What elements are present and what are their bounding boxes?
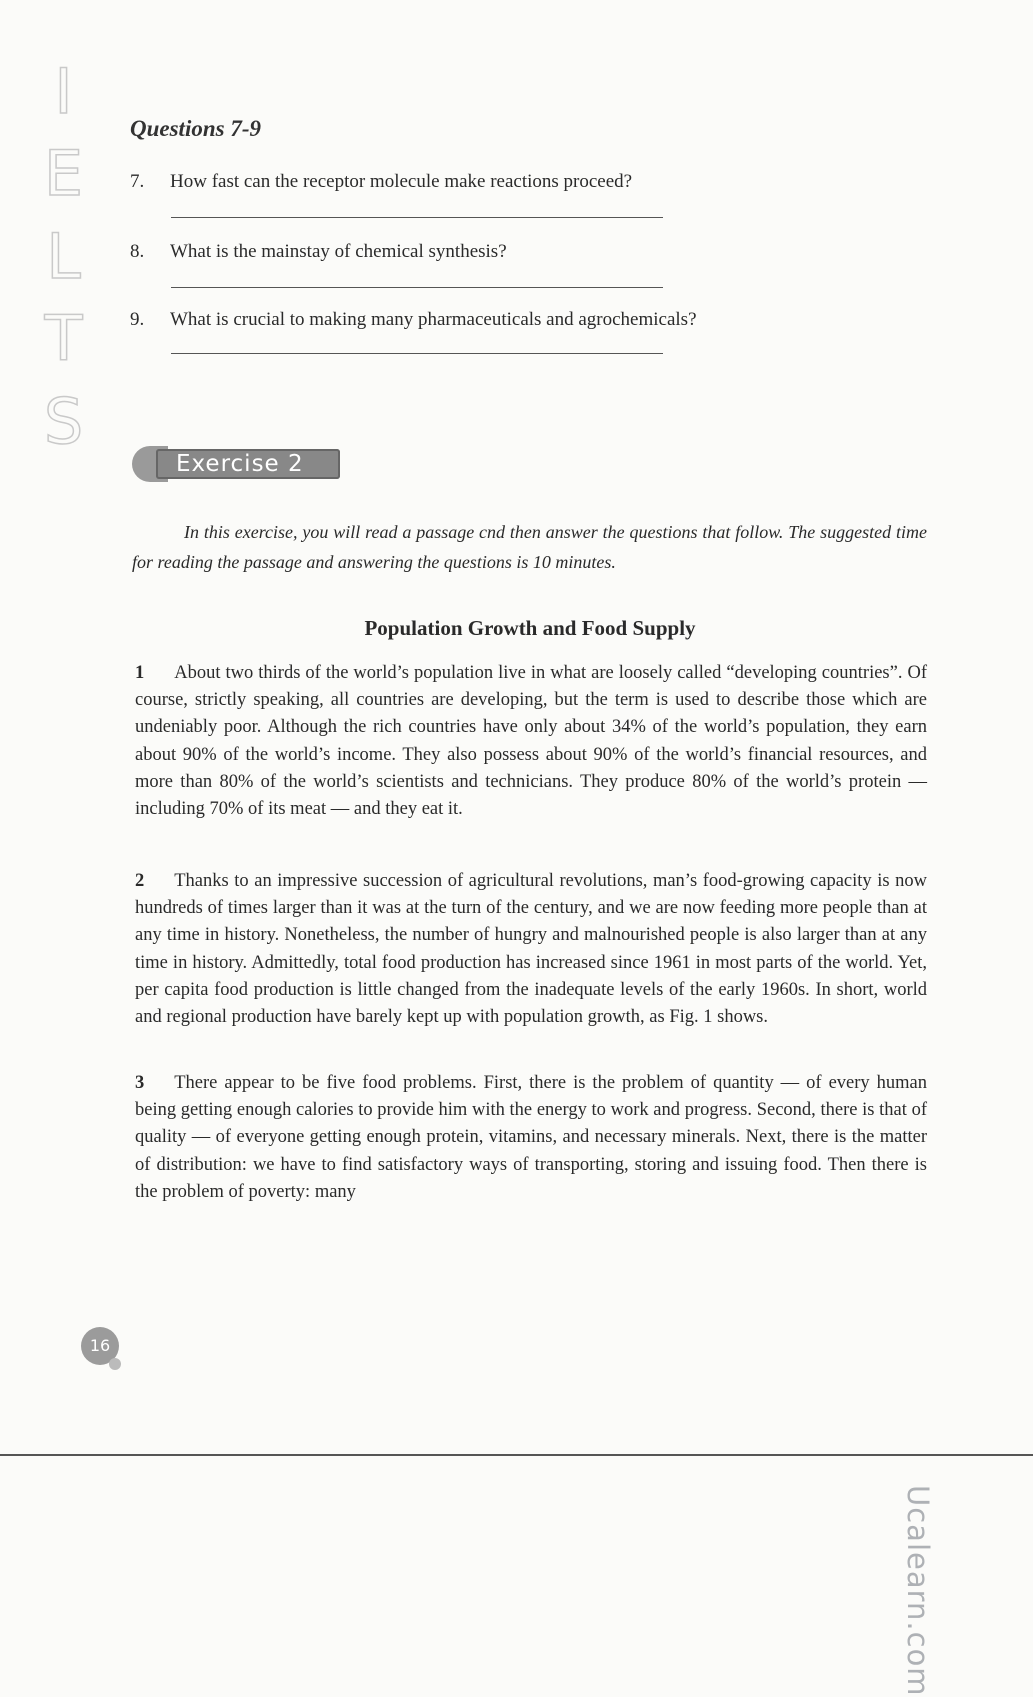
page-number-decoration	[109, 1358, 121, 1370]
question-7	[130, 171, 632, 193]
paragraph-number: 3	[135, 1073, 145, 1093]
exercise-badge	[132, 446, 344, 482]
page-bottom-edge	[0, 1454, 1033, 1456]
answer-line-8[interactable]	[171, 287, 663, 288]
paragraph-text: Thanks to an impressive succession of agricultural revolutions, man’s food-growing capacity is now hundreds of times larger than it was at the turn of the century, and we are now feeding more people than at any time in history. Nonetheless, the number of hungry and malnourished people is also larger than at any time in history. Admittedly, total food production has increased since 1961 in most parts of the world. Yet, per capita food production is little changed from the inadequate levels of the early 1960s. In short, world and regional production have barely kept up with population growth, as Fig. 1 shows.	[135, 871, 927, 1028]
side-letter-t: T	[44, 302, 83, 375]
answer-line-9[interactable]	[171, 353, 663, 354]
paragraph-3	[135, 1070, 927, 1206]
question-8	[130, 241, 507, 263]
exercise-label: Exercise 2	[156, 449, 340, 479]
question-9	[130, 309, 697, 331]
passage-title: Population Growth and Food Supply	[364, 616, 696, 640]
paragraph-text: About two thirds of the world’s population live in what are loosely called “developing countries”. Of course, strictly speaking, all countries are developing, but the term is used to describe those which are undeniably poor. Although the rich countries have only about 34% of the world’s population, they earn about 90% of the world’s income. They also possess about 90% of the world’s financial resources, and more than 80% of the world’s scientists and technicians. They produce 80% of the world’s protein — including 70% of its meat — and they eat it.	[135, 663, 927, 820]
paragraph-text: There appear to be five food problems. First, there is the problem of quantity — of every human being getting enough calories to provide him with the energy to work and progress. Second, there is that of quality — of everyone getting enough protein, vitamins, and necessary minerals. Next, there is the matter of distribution: we have to find satisfactory ways of transporting, storing and issuing food. Then there is the problem of poverty: many	[135, 1073, 927, 1202]
question-number: 9.	[130, 309, 145, 330]
question-number: 8.	[130, 241, 145, 262]
side-letter-i: I	[54, 55, 73, 128]
side-letter-s: S	[43, 385, 84, 458]
question-number: 7.	[130, 171, 145, 192]
paragraph-number: 2	[135, 871, 145, 891]
question-text: What is the mainstay of chemical synthesis?	[170, 241, 507, 262]
paragraph-1	[135, 660, 927, 823]
side-letter-l: L	[46, 220, 81, 293]
answer-line-7[interactable]	[171, 217, 663, 218]
questions-heading: Questions 7-9	[130, 116, 261, 141]
watermark: Ucalearn.com	[901, 1485, 935, 1697]
paragraph-number: 1	[135, 663, 145, 683]
question-text: How fast can the receptor molecule make reactions proceed?	[170, 171, 633, 192]
side-letter-e: E	[43, 137, 84, 210]
question-text: What is crucial to making many pharmaceuticals and agrochemicals?	[170, 309, 697, 330]
exercise-intro: In this exercise, you will read a passage cnd then answer the questions that follow. The suggested time for reading the passage and answering the questions is 10 minutes.	[132, 522, 927, 572]
paragraph-2	[135, 868, 927, 1031]
page-number: 16	[81, 1327, 119, 1365]
